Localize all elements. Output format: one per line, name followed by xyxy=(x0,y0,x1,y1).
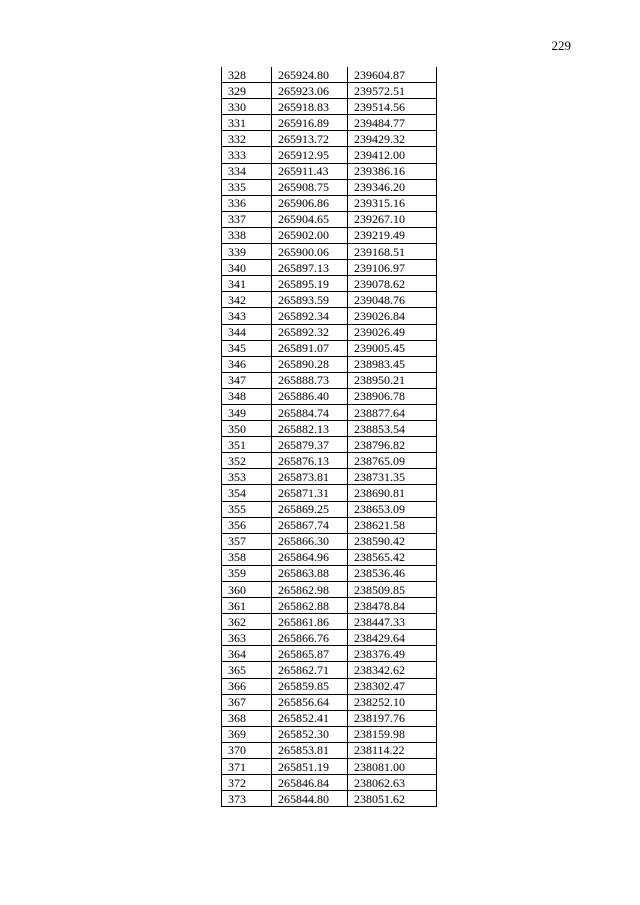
point-number-cell: 332 xyxy=(222,131,272,147)
x-coordinate-cell: 265900.06 xyxy=(272,244,348,260)
y-coordinate-cell: 239386.16 xyxy=(348,163,437,179)
y-coordinate-cell: 239604.87 xyxy=(348,67,437,83)
point-number-cell: 357 xyxy=(222,533,272,549)
y-coordinate-cell: 238302.47 xyxy=(348,678,437,694)
x-coordinate-cell: 265912.95 xyxy=(272,147,348,163)
y-coordinate-cell: 238590.42 xyxy=(348,533,437,549)
point-number-cell: 351 xyxy=(222,437,272,453)
table-row xyxy=(222,227,437,243)
x-coordinate-cell: 265882.13 xyxy=(272,421,348,437)
table-row xyxy=(222,388,437,404)
y-coordinate-cell: 238983.45 xyxy=(348,356,437,372)
y-coordinate-cell: 239267.10 xyxy=(348,211,437,227)
point-number-cell: 328 xyxy=(222,67,272,83)
table-row xyxy=(222,163,437,179)
point-number-cell: 345 xyxy=(222,340,272,356)
table-row xyxy=(222,115,437,131)
y-coordinate-cell: 239106.97 xyxy=(348,260,437,276)
x-coordinate-cell: 265862.71 xyxy=(272,662,348,678)
point-number-cell: 348 xyxy=(222,388,272,404)
point-number-cell: 365 xyxy=(222,662,272,678)
point-number-cell: 359 xyxy=(222,565,272,581)
point-number-cell: 369 xyxy=(222,726,272,742)
table-row xyxy=(222,356,437,372)
point-number-cell: 335 xyxy=(222,179,272,195)
x-coordinate-cell: 265876.13 xyxy=(272,453,348,469)
y-coordinate-cell: 238051.62 xyxy=(348,791,437,807)
point-number-cell: 356 xyxy=(222,517,272,533)
x-coordinate-cell: 265866.76 xyxy=(272,630,348,646)
table-row xyxy=(222,791,437,807)
x-coordinate-cell: 265918.83 xyxy=(272,99,348,115)
x-coordinate-cell: 265871.31 xyxy=(272,485,348,501)
x-coordinate-cell: 265879.37 xyxy=(272,437,348,453)
y-coordinate-cell: 238062.63 xyxy=(348,775,437,791)
table-row xyxy=(222,549,437,565)
y-coordinate-cell: 239005.45 xyxy=(348,340,437,356)
x-coordinate-cell: 265852.41 xyxy=(272,710,348,726)
y-coordinate-cell: 238509.85 xyxy=(348,582,437,598)
point-number-cell: 350 xyxy=(222,421,272,437)
x-coordinate-cell: 265844.80 xyxy=(272,791,348,807)
table-row xyxy=(222,678,437,694)
point-number-cell: 343 xyxy=(222,308,272,324)
point-number-cell: 354 xyxy=(222,485,272,501)
y-coordinate-cell: 238853.54 xyxy=(348,421,437,437)
x-coordinate-cell: 265853.81 xyxy=(272,742,348,758)
x-coordinate-cell: 265863.88 xyxy=(272,565,348,581)
x-coordinate-cell: 265923.06 xyxy=(272,83,348,99)
table-row xyxy=(222,131,437,147)
point-number-cell: 333 xyxy=(222,147,272,163)
y-coordinate-cell: 238690.81 xyxy=(348,485,437,501)
table-row xyxy=(222,308,437,324)
table-row xyxy=(222,260,437,276)
point-number-cell: 337 xyxy=(222,211,272,227)
y-coordinate-cell: 239412.00 xyxy=(348,147,437,163)
x-coordinate-cell: 265865.87 xyxy=(272,646,348,662)
y-coordinate-cell: 239048.76 xyxy=(348,292,437,308)
table-row xyxy=(222,694,437,710)
table-row xyxy=(222,710,437,726)
x-coordinate-cell: 265897.13 xyxy=(272,260,348,276)
point-number-cell: 341 xyxy=(222,276,272,292)
y-coordinate-cell: 238342.62 xyxy=(348,662,437,678)
table-row xyxy=(222,630,437,646)
x-coordinate-cell: 265911.43 xyxy=(272,163,348,179)
point-number-cell: 363 xyxy=(222,630,272,646)
y-coordinate-cell: 238081.00 xyxy=(348,759,437,775)
x-coordinate-cell: 265891.07 xyxy=(272,340,348,356)
table-row xyxy=(222,517,437,533)
table-row xyxy=(222,646,437,662)
table-row xyxy=(222,598,437,614)
point-number-cell: 338 xyxy=(222,227,272,243)
x-coordinate-cell: 265859.85 xyxy=(272,678,348,694)
x-coordinate-cell: 265861.86 xyxy=(272,614,348,630)
x-coordinate-cell: 265852.30 xyxy=(272,726,348,742)
point-number-cell: 361 xyxy=(222,598,272,614)
table-row xyxy=(222,726,437,742)
table-row xyxy=(222,533,437,549)
y-coordinate-cell: 238765.09 xyxy=(348,453,437,469)
y-coordinate-cell: 238159.98 xyxy=(348,726,437,742)
table-row xyxy=(222,340,437,356)
x-coordinate-cell: 265890.28 xyxy=(272,356,348,372)
y-coordinate-cell: 238877.64 xyxy=(348,404,437,420)
point-number-cell: 367 xyxy=(222,694,272,710)
point-number-cell: 342 xyxy=(222,292,272,308)
y-coordinate-cell: 238653.09 xyxy=(348,501,437,517)
point-number-cell: 336 xyxy=(222,195,272,211)
y-coordinate-cell: 238197.76 xyxy=(348,710,437,726)
table-row xyxy=(222,662,437,678)
point-number-cell: 368 xyxy=(222,710,272,726)
y-coordinate-cell: 238114.22 xyxy=(348,742,437,758)
table-row xyxy=(222,565,437,581)
point-number-cell: 334 xyxy=(222,163,272,179)
table-row xyxy=(222,453,437,469)
x-coordinate-cell: 265856.64 xyxy=(272,694,348,710)
y-coordinate-cell: 238731.35 xyxy=(348,469,437,485)
coordinates-table xyxy=(221,67,437,807)
table-row xyxy=(222,485,437,501)
table-row xyxy=(222,614,437,630)
point-number-cell: 360 xyxy=(222,582,272,598)
x-coordinate-cell: 265886.40 xyxy=(272,388,348,404)
y-coordinate-cell: 238565.42 xyxy=(348,549,437,565)
y-coordinate-cell: 238429.64 xyxy=(348,630,437,646)
y-coordinate-cell: 239026.84 xyxy=(348,308,437,324)
point-number-cell: 347 xyxy=(222,372,272,388)
point-number-cell: 358 xyxy=(222,549,272,565)
x-coordinate-cell: 265893.59 xyxy=(272,292,348,308)
x-coordinate-cell: 265895.19 xyxy=(272,276,348,292)
point-number-cell: 371 xyxy=(222,759,272,775)
y-coordinate-cell: 238621.58 xyxy=(348,517,437,533)
table-row xyxy=(222,99,437,115)
x-coordinate-cell: 265902.00 xyxy=(272,227,348,243)
y-coordinate-cell: 239078.62 xyxy=(348,276,437,292)
point-number-cell: 355 xyxy=(222,501,272,517)
x-coordinate-cell: 265864.96 xyxy=(272,549,348,565)
x-coordinate-cell: 265916.89 xyxy=(272,115,348,131)
table-row xyxy=(222,83,437,99)
y-coordinate-cell: 239484.77 xyxy=(348,115,437,131)
x-coordinate-cell: 265846.84 xyxy=(272,775,348,791)
y-coordinate-cell: 238536.46 xyxy=(348,565,437,581)
point-number-cell: 373 xyxy=(222,791,272,807)
table-row xyxy=(222,742,437,758)
y-coordinate-cell: 238447.33 xyxy=(348,614,437,630)
point-number-cell: 349 xyxy=(222,404,272,420)
x-coordinate-cell: 265869.25 xyxy=(272,501,348,517)
x-coordinate-cell: 265873.81 xyxy=(272,469,348,485)
y-coordinate-cell: 239026.49 xyxy=(348,324,437,340)
point-number-cell: 331 xyxy=(222,115,272,131)
y-coordinate-cell: 239168.51 xyxy=(348,244,437,260)
table-row xyxy=(222,582,437,598)
point-number-cell: 330 xyxy=(222,99,272,115)
coordinates-table-body xyxy=(222,67,437,807)
point-number-cell: 344 xyxy=(222,324,272,340)
table-row xyxy=(222,67,437,83)
point-number-cell: 364 xyxy=(222,646,272,662)
table-row xyxy=(222,324,437,340)
point-number-cell: 329 xyxy=(222,83,272,99)
x-coordinate-cell: 265906.86 xyxy=(272,195,348,211)
table-row xyxy=(222,372,437,388)
table-row xyxy=(222,759,437,775)
y-coordinate-cell: 238950.21 xyxy=(348,372,437,388)
x-coordinate-cell: 265924.80 xyxy=(272,67,348,83)
y-coordinate-cell: 238906.78 xyxy=(348,388,437,404)
table-row xyxy=(222,292,437,308)
x-coordinate-cell: 265892.34 xyxy=(272,308,348,324)
point-number-cell: 352 xyxy=(222,453,272,469)
point-number-cell: 339 xyxy=(222,244,272,260)
y-coordinate-cell: 238376.49 xyxy=(348,646,437,662)
point-number-cell: 340 xyxy=(222,260,272,276)
y-coordinate-cell: 238478.84 xyxy=(348,598,437,614)
table-row xyxy=(222,195,437,211)
table-row xyxy=(222,244,437,260)
x-coordinate-cell: 265867.74 xyxy=(272,517,348,533)
point-number-cell: 362 xyxy=(222,614,272,630)
y-coordinate-cell: 238796.82 xyxy=(348,437,437,453)
x-coordinate-cell: 265892.32 xyxy=(272,324,348,340)
table-row xyxy=(222,437,437,453)
point-number-cell: 346 xyxy=(222,356,272,372)
y-coordinate-cell: 239219.49 xyxy=(348,227,437,243)
table-row xyxy=(222,469,437,485)
point-number-cell: 372 xyxy=(222,775,272,791)
x-coordinate-cell: 265866.30 xyxy=(272,533,348,549)
x-coordinate-cell: 265862.98 xyxy=(272,582,348,598)
page-number: 229 xyxy=(551,38,571,53)
y-coordinate-cell: 239429.32 xyxy=(348,131,437,147)
table-row xyxy=(222,775,437,791)
y-coordinate-cell: 239315.16 xyxy=(348,195,437,211)
point-number-cell: 370 xyxy=(222,742,272,758)
point-number-cell: 353 xyxy=(222,469,272,485)
y-coordinate-cell: 238252.10 xyxy=(348,694,437,710)
x-coordinate-cell: 265904.65 xyxy=(272,211,348,227)
table-row xyxy=(222,404,437,420)
x-coordinate-cell: 265862.88 xyxy=(272,598,348,614)
y-coordinate-cell: 239346.20 xyxy=(348,179,437,195)
table-row xyxy=(222,179,437,195)
table-row xyxy=(222,276,437,292)
table-row xyxy=(222,211,437,227)
x-coordinate-cell: 265908.75 xyxy=(272,179,348,195)
point-number-cell: 366 xyxy=(222,678,272,694)
x-coordinate-cell: 265851.19 xyxy=(272,759,348,775)
table-row xyxy=(222,501,437,517)
y-coordinate-cell: 239572.51 xyxy=(348,83,437,99)
x-coordinate-cell: 265913.72 xyxy=(272,131,348,147)
y-coordinate-cell: 239514.56 xyxy=(348,99,437,115)
x-coordinate-cell: 265884.74 xyxy=(272,404,348,420)
x-coordinate-cell: 265888.73 xyxy=(272,372,348,388)
table-row xyxy=(222,147,437,163)
table-row xyxy=(222,421,437,437)
